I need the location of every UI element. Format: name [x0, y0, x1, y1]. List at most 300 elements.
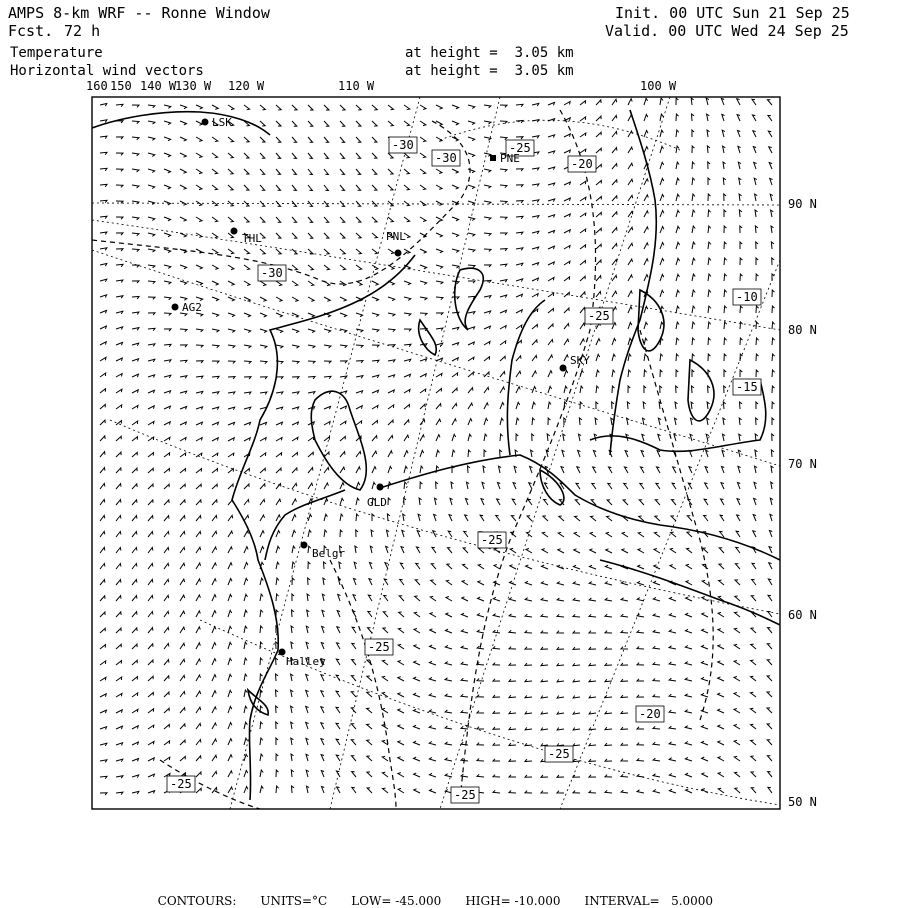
wind-barb: [628, 259, 633, 265]
wind-barb: [291, 626, 294, 633]
wind-barb: [628, 307, 632, 313]
wind-barb: [660, 259, 664, 266]
wind-barb: [564, 308, 569, 313]
wind-barb: [212, 153, 218, 158]
wind-barb: [596, 292, 601, 298]
wind-barb: [767, 708, 772, 713]
wind-barb: [148, 612, 153, 618]
wind-barb: [500, 169, 507, 172]
wind-barb: [767, 724, 772, 729]
wind-barb: [692, 338, 695, 345]
wind-barb: [260, 499, 265, 505]
wind-barb: [244, 706, 247, 713]
wind-barb: [734, 661, 740, 666]
wind-barb: [580, 339, 584, 345]
wind-barb: [228, 610, 232, 617]
station-lsk: [202, 116, 233, 129]
wind-barb: [132, 726, 138, 729]
wind-barb: [180, 453, 186, 457]
lon-label-130w: 130 W: [175, 79, 212, 93]
wind-barb: [212, 137, 218, 142]
wind-barb: [180, 329, 187, 332]
wind-barb: [292, 499, 296, 505]
wind-barb: [605, 565, 612, 569]
wind-barb: [260, 185, 265, 190]
wind-barb: [116, 596, 121, 601]
wind-barb: [196, 345, 203, 348]
wind-barb: [557, 598, 564, 601]
wind-barb: [564, 230, 570, 233]
contour-m20: [640, 330, 713, 720]
wind-barb: [148, 791, 155, 794]
lon-label-150: 150: [110, 79, 132, 93]
wind-barb: [751, 740, 756, 745]
wind-barb: [180, 675, 185, 681]
wind-barb: [516, 434, 518, 441]
wind-barb: [596, 181, 601, 186]
wind-barb: [100, 531, 105, 537]
wind-barb: [621, 679, 628, 681]
wind-barb: [308, 137, 313, 142]
wind-barb: [340, 265, 346, 270]
wind-barb: [100, 216, 107, 218]
wind-barb: [532, 103, 539, 106]
wind-barb: [676, 306, 679, 313]
wind-barb: [116, 693, 122, 697]
wind-barb: [468, 233, 475, 236]
wind-barb: [164, 676, 169, 681]
wind-barb: [720, 515, 724, 521]
wind-barb: [340, 313, 347, 317]
wind-barb: [557, 743, 564, 746]
wind-barb: [388, 498, 391, 505]
wind-barb: [589, 614, 596, 617]
wind-barb: [212, 438, 218, 441]
wind-barb: [244, 438, 250, 441]
wind-barb: [228, 531, 233, 537]
wind-barb: [116, 792, 123, 795]
wind-barb: [324, 169, 328, 175]
wind-barb: [573, 712, 580, 715]
wind-barb: [739, 194, 742, 201]
wind-barb: [260, 578, 263, 585]
wind-barb: [353, 595, 356, 601]
wind-barb: [772, 418, 774, 425]
wind-barb: [260, 345, 267, 348]
wind-barb: [591, 516, 596, 521]
wind-barb: [752, 99, 756, 105]
wind-barb: [260, 105, 265, 110]
wind-barb: [484, 418, 488, 425]
wind-barb: [737, 115, 740, 121]
wind-barb: [116, 280, 123, 283]
wind-barb: [420, 201, 426, 206]
wind-barb: [516, 371, 521, 377]
wind-barb: [292, 121, 297, 126]
wind-barb: [637, 679, 644, 681]
wind-barb: [338, 594, 341, 601]
wind-barb: [541, 791, 548, 793]
wind-barb: [436, 482, 438, 489]
wind-barb: [260, 722, 263, 729]
wind-barb: [673, 467, 676, 473]
wind-barb: [660, 178, 664, 185]
wind-barb: [637, 630, 644, 633]
wind-barb: [596, 100, 601, 105]
wind-barb: [196, 772, 201, 777]
wind-barb: [724, 226, 726, 233]
wind-barb: [180, 484, 185, 489]
wind-barb: [388, 466, 392, 473]
wind-barb: [676, 210, 680, 217]
wind-barb: [612, 99, 617, 105]
wind-barb: [657, 467, 661, 473]
wind-barb: [436, 419, 441, 425]
wind-barb: [212, 723, 216, 729]
wind-barb: [100, 279, 107, 282]
wind-barb: [340, 452, 345, 457]
wind-barb: [356, 376, 363, 379]
wind-barb: [482, 482, 485, 489]
wind-barb: [691, 98, 693, 105]
wind-barb: [445, 742, 452, 745]
wind-barb: [196, 422, 202, 425]
station-halley: [279, 649, 327, 669]
wind-barb: [769, 147, 772, 153]
wind-barb: [628, 386, 630, 393]
wind-barb: [414, 789, 420, 793]
wind-barb: [132, 548, 137, 554]
wind-barb: [452, 343, 459, 346]
svg-text:-25: -25: [509, 141, 531, 155]
wind-barb: [148, 725, 154, 729]
wind-barb: [260, 329, 267, 333]
wind-barb: [321, 675, 324, 681]
wind-barb: [481, 499, 484, 505]
wind-barb: [180, 233, 186, 237]
wind-barb: [276, 438, 282, 442]
coast-south-east: [600, 560, 780, 625]
wind-barb: [564, 324, 569, 329]
wind-barb: [452, 388, 457, 393]
wind-barb: [228, 281, 234, 285]
wind-barb: [340, 483, 344, 489]
wind-barb: [372, 467, 376, 473]
wind-barb: [404, 466, 407, 473]
wind-barb: [637, 581, 644, 585]
wind-barb: [767, 660, 772, 665]
wind-barb: [432, 547, 436, 553]
wind-barb: [228, 690, 232, 697]
wind-barb: [340, 281, 346, 286]
wind-barb: [212, 469, 218, 473]
wind-barb: [436, 185, 442, 189]
wind-barb: [500, 326, 506, 329]
wind-barb: [660, 354, 663, 361]
lat-label-80n: 80 N: [788, 323, 817, 337]
wind-barb: [449, 515, 452, 521]
wind-barb: [500, 264, 507, 267]
contour-interval: INTERVAL= 5.0000: [584, 894, 714, 908]
wind-barb: [445, 662, 452, 665]
wind-barb: [228, 771, 232, 777]
wind-barb: [525, 695, 532, 697]
wind-barb: [532, 355, 537, 361]
wind-barb: [621, 774, 628, 777]
wind-barb: [557, 663, 564, 665]
wind-barb: [654, 532, 660, 537]
wind-barb: [336, 691, 340, 697]
wind-barb: [164, 516, 169, 521]
wind-barb: [580, 229, 586, 233]
wind-barb: [768, 131, 772, 137]
wind-barb: [580, 402, 583, 409]
wind-barb: [575, 500, 580, 505]
wind-barb: [447, 564, 452, 569]
wind-barb: [734, 756, 740, 761]
wind-barb: [196, 788, 201, 793]
wind-barb: [541, 582, 548, 586]
wind-barb: [701, 725, 708, 729]
wind-barb: [516, 185, 523, 187]
wind-barb: [100, 326, 106, 329]
wind-barb: [196, 153, 202, 158]
wind-barb: [573, 791, 580, 793]
wind-barb: [132, 153, 139, 156]
wind-barb: [180, 724, 185, 729]
wind-barb: [526, 549, 532, 554]
wind-barb: [386, 546, 389, 553]
wind-barb: [436, 297, 443, 300]
wind-barb: [468, 312, 475, 315]
wind-barb: [196, 563, 201, 569]
wind-barb: [561, 467, 564, 473]
wind-barb: [228, 739, 232, 745]
wind-barb: [477, 613, 484, 617]
wind-barb: [452, 419, 456, 425]
wind-barb: [751, 724, 757, 729]
wind-barb: [669, 758, 676, 761]
wind-barb: [132, 612, 137, 617]
wind-barb: [212, 329, 219, 332]
wind-barb: [660, 211, 664, 218]
wind-barb: [769, 531, 772, 538]
wind-barb: [340, 345, 347, 348]
wind-barb: [477, 630, 484, 633]
wind-barb: [404, 329, 411, 331]
wind-barb: [637, 695, 644, 697]
wind-barb: [718, 677, 724, 681]
wind-barb: [382, 692, 388, 697]
wind-barb: [436, 281, 443, 284]
wind-barb: [228, 453, 234, 457]
wind-barb: [164, 281, 171, 284]
wind-barb: [548, 183, 555, 186]
wind-barb: [420, 217, 426, 222]
svg-text:-30: -30: [392, 138, 414, 152]
wind-barb: [718, 612, 724, 617]
wind-barb: [706, 450, 709, 457]
wind-barb: [372, 329, 379, 332]
wind-barb: [500, 233, 507, 235]
wind-barb: [593, 451, 596, 458]
wind-barb: [573, 775, 580, 777]
wind-barb: [116, 484, 121, 489]
wind-barb: [148, 375, 155, 378]
wind-barb: [291, 722, 294, 729]
wind-barb: [516, 356, 521, 361]
wind-barb: [420, 313, 427, 316]
wind-barb: [719, 548, 724, 553]
wind-barb: [530, 466, 533, 473]
wind-barb: [388, 121, 393, 126]
wind-barb: [404, 185, 409, 190]
wind-barb: [655, 516, 660, 521]
wind-barb: [621, 711, 628, 713]
wind-barb: [477, 759, 484, 762]
wind-barb: [398, 693, 404, 697]
wind-barb: [414, 629, 420, 634]
wind-barb: [429, 710, 436, 713]
wind-barb: [541, 614, 548, 617]
wind-barb: [573, 743, 580, 745]
wind-barb: [640, 483, 644, 489]
wind-barb: [355, 546, 358, 553]
wind-barb: [164, 453, 170, 457]
wind-barb: [719, 564, 724, 569]
wind-barb: [116, 311, 123, 314]
station-sky: [560, 354, 591, 372]
contour-label: [167, 776, 195, 792]
wind-barb: [196, 185, 202, 190]
wind-barb: [132, 297, 139, 299]
wind-barb: [724, 370, 726, 377]
wind-barb: [244, 547, 248, 553]
wind-barb: [756, 402, 758, 409]
wind-barb: [148, 137, 155, 140]
wind-barb: [196, 137, 202, 141]
wind-barb: [340, 185, 345, 190]
wind-barb: [557, 679, 564, 682]
wind-barb: [429, 694, 436, 698]
wind-barb: [708, 306, 711, 313]
wind-barb: [756, 274, 758, 281]
map-frame: [92, 97, 780, 809]
wind-barb: [356, 105, 361, 110]
wind-barb: [767, 756, 772, 761]
wind-barb: [605, 711, 612, 714]
wind-barb: [500, 295, 507, 298]
wind-barb: [356, 121, 361, 126]
wind-barb: [445, 678, 452, 681]
wind-barb: [196, 643, 200, 649]
wind-barb: [532, 294, 538, 297]
wind-barb: [401, 547, 404, 553]
wind-barb: [580, 261, 585, 266]
wind-barb: [367, 772, 372, 777]
wind-barb: [446, 613, 452, 617]
wind-barb: [324, 376, 331, 378]
wind-barb: [260, 738, 263, 745]
wind-barb: [291, 770, 293, 777]
wind-barb: [116, 452, 121, 457]
wind-barb: [228, 469, 233, 473]
wind-barb: [484, 217, 491, 220]
svg-text:-25: -25: [548, 747, 570, 761]
wind-barb: [116, 612, 121, 617]
wind-barb: [676, 178, 679, 185]
wind-barb: [212, 422, 219, 425]
contour-label: [365, 639, 393, 655]
wind-barb: [260, 313, 266, 317]
wind-barb: [260, 453, 266, 457]
wind-barb: [132, 759, 139, 762]
wind-barb: [164, 595, 169, 601]
wind-barb: [724, 258, 727, 265]
wind-barb: [736, 547, 740, 553]
wind-barb: [500, 137, 507, 140]
wind-barb: [244, 690, 247, 697]
wind-barb: [260, 626, 263, 633]
wind-barb: [260, 169, 265, 174]
wind-barb: [676, 114, 679, 121]
wind-barb: [260, 217, 265, 222]
wind-barb: [116, 628, 121, 633]
wind-barb: [148, 516, 153, 521]
wind-barb: [755, 466, 758, 473]
wind-barb: [244, 500, 249, 506]
wind-barb: [669, 662, 676, 665]
wind-barb: [116, 153, 123, 155]
wind-barb: [500, 372, 505, 377]
wind-barb: [416, 563, 420, 569]
wind-barb: [542, 565, 549, 569]
wind-barb: [528, 499, 532, 505]
wind-barb: [116, 580, 121, 585]
wind-barb: [589, 663, 596, 665]
wind-barb: [196, 547, 201, 553]
wind-barb: [180, 422, 186, 425]
wind-barb: [260, 610, 263, 617]
wind-barb: [420, 297, 427, 300]
wind-barb: [148, 579, 153, 585]
wind-barb: [196, 361, 203, 363]
wind-barb: [148, 265, 155, 268]
wind-barb: [308, 562, 310, 569]
wind-barb: [548, 371, 552, 377]
wind-barb: [509, 759, 516, 761]
wind-barb: [736, 531, 740, 537]
wind-barb: [573, 647, 580, 649]
wind-barb: [260, 594, 263, 601]
wind-barb: [740, 242, 742, 249]
wind-barb: [669, 774, 676, 778]
wind-barb: [116, 327, 123, 330]
wind-barb: [669, 726, 676, 729]
wind-barb: [738, 146, 741, 153]
wind-barb: [276, 422, 282, 425]
wind-barb: [516, 104, 523, 106]
wind-barb: [148, 468, 153, 473]
wind-barb: [605, 679, 612, 681]
wind-barb: [228, 265, 234, 270]
wind-barb: [493, 759, 500, 761]
wind-barb: [692, 354, 695, 361]
wind-barb: [477, 695, 484, 697]
wind-barb: [525, 647, 532, 649]
wind-barb: [685, 742, 692, 746]
wind-barb: [612, 244, 617, 249]
